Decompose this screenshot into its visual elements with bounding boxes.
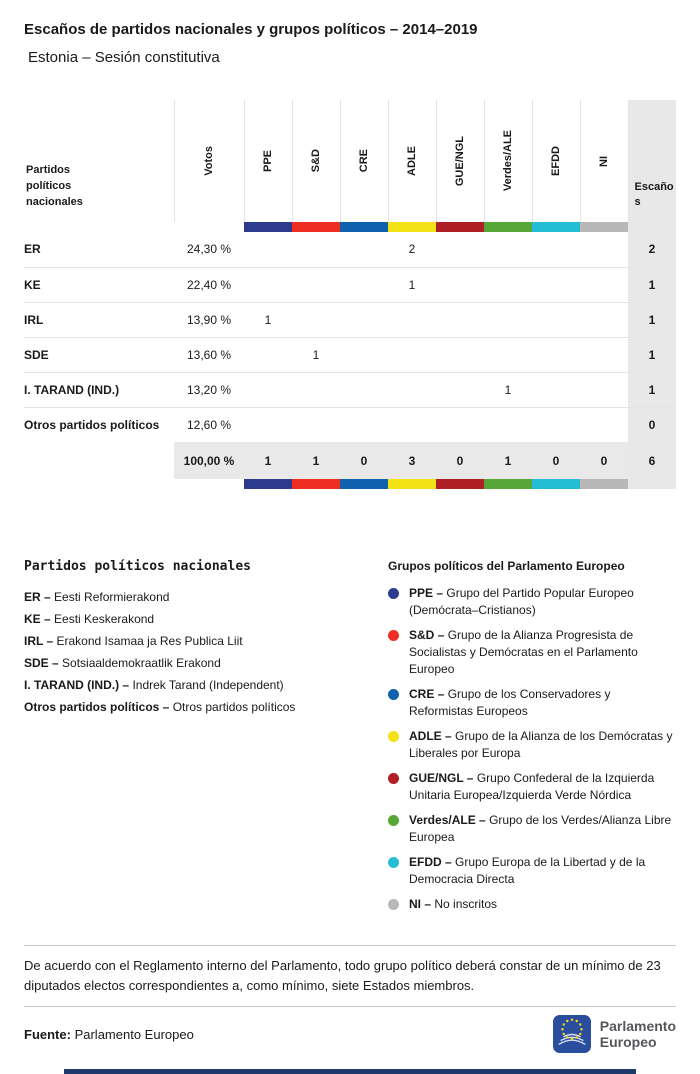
party-abbr: KE –: [24, 612, 51, 626]
votes-cell: 22,40 %: [174, 267, 244, 302]
legend-section: [24, 559, 676, 921]
political-groups-legend-title: Grupos políticos del Parlamento Europeo: [388, 559, 625, 573]
group-abbr: Verdes/ALE –: [409, 813, 486, 827]
group-color-bar-verdes-ale: [484, 479, 532, 489]
seat-cell: [484, 302, 532, 337]
logo-wordmark: [600, 1018, 676, 1050]
page-title: Escaños de partidos nacionales y grupos políticos – 2014–2019: [24, 21, 478, 38]
table-row: [24, 267, 676, 302]
group-color-bar-ni: [580, 479, 628, 489]
seat-cell: [292, 232, 340, 267]
divider: [24, 1006, 676, 1007]
gue-ngl-header-label: GUE/NGL: [454, 135, 466, 187]
seat-cell: [388, 407, 436, 442]
group-color-dot-ni: [388, 899, 399, 910]
eu-flag-icon: [553, 1015, 591, 1053]
legend-item: [388, 812, 676, 846]
seats-total-cell: 1: [628, 302, 676, 337]
column-header-efdd: [532, 100, 580, 222]
seat-cell: [532, 302, 580, 337]
votes-cell: 13,90 %: [174, 302, 244, 337]
verdes-ale-header-label: Verdes/ALE: [502, 130, 514, 192]
group-color-bar-sd: [292, 479, 340, 489]
total-row-spacer: [24, 442, 174, 479]
seats-total-cell: 1: [628, 267, 676, 302]
group-color-bar-sd: [292, 222, 340, 232]
seat-cell: [580, 302, 628, 337]
party-name-cell: SDE: [24, 337, 174, 372]
seats-total-cell: 2: [628, 232, 676, 267]
seat-cell: [340, 232, 388, 267]
efdd-header-label: EFDD: [550, 146, 562, 176]
table-row: [24, 337, 676, 372]
ppe-header-label: PPE: [262, 149, 274, 172]
seat-cell: [340, 407, 388, 442]
group-color-dot-cre: [388, 689, 399, 700]
seat-cell: [244, 407, 292, 442]
party-full-name: Sotsiaaldemokraatlik Erakond: [62, 656, 221, 670]
group-color-bar-cre: [340, 479, 388, 489]
grand-total-cell: 6: [628, 442, 676, 479]
legend-item: [388, 896, 676, 913]
source-value: Parlamento Europeo: [74, 1026, 194, 1042]
total-seat-cell: 0: [580, 442, 628, 479]
national-parties-header-label: Partidos políticos nacionales: [26, 164, 83, 208]
national-parties-legend-title: Partidos políticos nacionales: [24, 559, 251, 574]
group-color-bar-verdes-ale: [484, 222, 532, 232]
seat-cell: [292, 372, 340, 407]
footer-accent-bar: [64, 1069, 636, 1074]
group-full-name: Grupo de los Conservadores y Reformistas Europeos: [409, 687, 611, 718]
group-full-name: Grupo Confederal de la Izquierda Unitaria Europea/Izquierda Verde Nórdica: [409, 771, 655, 802]
group-abbr: CRE –: [409, 687, 445, 701]
party-full-name: Erakond Isamaa ja Res Publica Liit: [56, 634, 243, 648]
seat-cell: 1: [292, 337, 340, 372]
seat-cell: [340, 302, 388, 337]
seat-cell: [244, 372, 292, 407]
group-full-name: Grupo del Partido Popular Europeo (Demócrata–Cristianos): [409, 586, 634, 617]
seat-cell: 1: [244, 302, 292, 337]
group-full-name: Grupo Europa de la Libertad y de la Democracia Directa: [409, 855, 646, 886]
legend-item: [388, 627, 676, 678]
table-row: [24, 372, 676, 407]
party-name-cell: I. TARAND (IND.): [24, 372, 174, 407]
group-full-name: Grupo de los Verdes/Alianza Libre Europea: [409, 813, 672, 844]
seats-total-cell: 1: [628, 372, 676, 407]
group-color-bar-efdd: [532, 479, 580, 489]
seat-cell: [532, 407, 580, 442]
bar-row-spacer: [24, 222, 244, 232]
legend-item: [24, 652, 366, 674]
party-abbr: SDE –: [24, 656, 59, 670]
legend-item: [24, 608, 366, 630]
seat-cell: [292, 407, 340, 442]
group-abbr: S&D –: [409, 628, 445, 642]
party-name-cell: IRL: [24, 302, 174, 337]
seats-total-cell: 0: [628, 407, 676, 442]
votes-cell: 12,60 %: [174, 407, 244, 442]
group-color-dot-gue-ngl: [388, 773, 399, 784]
group-color-bar-efdd: [532, 222, 580, 232]
total-seat-cell: 0: [436, 442, 484, 479]
party-abbr: IRL –: [24, 634, 54, 648]
seat-cell: [244, 337, 292, 372]
party-full-name: Otros partidos políticos: [172, 700, 296, 714]
seat-cell: [388, 337, 436, 372]
votes-cell: 13,60 %: [174, 337, 244, 372]
sd-header-label: S&D: [310, 149, 322, 173]
total-seat-cell: 1: [244, 442, 292, 479]
seat-cell: [388, 372, 436, 407]
seats-table: [24, 100, 676, 489]
seat-cell: [532, 267, 580, 302]
legend-item: [388, 728, 676, 762]
seat-cell: [436, 267, 484, 302]
column-header-adle: [388, 100, 436, 222]
page-subtitle: Estonia – Sesión constitutiva: [28, 49, 220, 66]
party-abbr: ER –: [24, 590, 51, 604]
logo-word-1: Parlamento: [599, 1018, 676, 1034]
group-full-name: No inscritos: [434, 897, 498, 911]
logo-word-2: Europeo: [599, 1034, 657, 1050]
seat-cell: [532, 372, 580, 407]
seat-cell: [580, 232, 628, 267]
political-groups-legend: [388, 559, 676, 921]
footnote-text: De acuerdo con el Reglamento interno del Parlamento, todo grupo político deberá constar de un mínimo de 23 diputados electos correspondientes a, como mínimo, siete Estados miembros.: [24, 958, 661, 993]
seats-total-cell: 1: [628, 337, 676, 372]
seat-cell: [484, 232, 532, 267]
seat-cell: [532, 232, 580, 267]
legend-item: [388, 770, 676, 804]
column-header-ppe: [244, 100, 292, 222]
group-full-name: Grupo de la Alianza de los Demócratas y Liberales por Europa: [409, 729, 673, 760]
seat-cell: 1: [484, 372, 532, 407]
seat-cell: [580, 267, 628, 302]
group-color-bar-adle: [388, 479, 436, 489]
legend-item: [388, 854, 676, 888]
votes-header-label: Votos: [203, 146, 215, 176]
total-seat-cell: 0: [532, 442, 580, 479]
column-header-sd: [292, 100, 340, 222]
seat-cell: [580, 337, 628, 372]
group-abbr: EFDD –: [409, 855, 452, 869]
national-parties-legend: [24, 559, 366, 921]
party-name-cell: Otros partidos políticos: [24, 407, 174, 442]
seat-cell: [484, 337, 532, 372]
group-color-bar-ni: [580, 222, 628, 232]
group-abbr: PPE –: [409, 586, 444, 600]
group-color-bar-gue-ngl: [436, 222, 484, 232]
group-color-bar-cre: [340, 222, 388, 232]
adle-header-label: ADLE: [406, 146, 418, 176]
table-header-row: [24, 100, 676, 222]
group-abbr: GUE/NGL –: [409, 771, 474, 785]
group-color-bar-row-bottom: [24, 479, 676, 489]
group-color-bar-adle: [388, 222, 436, 232]
seat-cell: 1: [388, 267, 436, 302]
legend-item: [24, 696, 366, 718]
footer-section: [24, 1015, 676, 1053]
column-header-ni: [580, 100, 628, 222]
group-full-name: Grupo de la Alianza Progresista de Socialistas y Demócratas en el Parlamento Europeo: [409, 628, 638, 676]
cre-header-label: CRE: [358, 149, 370, 173]
seat-cell: [244, 267, 292, 302]
party-abbr: Otros partidos políticos –: [24, 700, 170, 714]
column-header-cre: [340, 100, 388, 222]
total-seat-cell: 1: [292, 442, 340, 479]
table-row: [24, 232, 676, 267]
column-header-gue-ngl: [436, 100, 484, 222]
source-line: [24, 1027, 194, 1042]
total-votes-cell: 100,00 %: [174, 442, 244, 479]
seat-cell: 2: [408, 242, 416, 257]
party-full-name: Eesti Reformierakond: [54, 590, 170, 604]
party-full-name: Indrek Tarand (Independent): [132, 678, 284, 692]
legend-item: [388, 585, 676, 619]
seat-cell: [436, 407, 484, 442]
party-name-cell: KE: [24, 267, 174, 302]
seat-cell: [580, 407, 628, 442]
seats-header-label: Escaños: [634, 181, 674, 208]
ni-header-label: NI: [598, 155, 610, 167]
seat-cell: [340, 372, 388, 407]
group-color-bar-ppe: [244, 479, 292, 489]
column-header-verdes-ale: [484, 100, 532, 222]
group-color-bar-row-top: [24, 222, 676, 232]
column-header-votes: [174, 100, 244, 222]
seat-cell: [532, 337, 580, 372]
seat-cell: [580, 372, 628, 407]
total-seat-cell: 1: [484, 442, 532, 479]
seats-column-filler: [628, 222, 676, 232]
legend-item: [388, 686, 676, 720]
total-seat-cell: 0: [340, 442, 388, 479]
group-color-dot-ppe: [388, 588, 399, 599]
seat-cell: [292, 267, 340, 302]
source-label: Fuente:: [24, 1026, 71, 1042]
seat-cell: [340, 337, 388, 372]
seat-cell: [292, 302, 340, 337]
legend-item: [24, 674, 366, 696]
group-abbr: NI –: [409, 897, 432, 911]
table-total-row: [24, 442, 676, 479]
seat-cell: [436, 232, 484, 267]
group-color-dot-verdes-ale: [388, 815, 399, 826]
table-row: [24, 407, 676, 442]
column-header-national-parties: [24, 100, 174, 222]
group-color-dot-sd: [388, 630, 399, 641]
legend-item: [24, 630, 366, 652]
group-color-bar-gue-ngl: [436, 479, 484, 489]
seat-cell: [484, 267, 532, 302]
seat-cell: [436, 337, 484, 372]
group-abbr: ADLE –: [409, 729, 452, 743]
seat-cell: [436, 302, 484, 337]
group-color-bar-ppe: [244, 222, 292, 232]
bar-row-spacer: [24, 479, 244, 489]
party-full-name: Eesti Keskerakond: [54, 612, 155, 626]
divider: [24, 945, 676, 946]
table-row: [24, 302, 676, 337]
european-parliament-logo: [553, 1015, 676, 1053]
votes-cell: 24,30 %: [186, 242, 232, 257]
seat-cell: [388, 302, 436, 337]
seat-cell: [340, 267, 388, 302]
party-name-cell: ER: [24, 242, 41, 257]
group-color-dot-adle: [388, 731, 399, 742]
seat-cell: [244, 232, 292, 267]
seat-cell: [436, 372, 484, 407]
votes-cell: 13,20 %: [174, 372, 244, 407]
group-color-dot-efdd: [388, 857, 399, 868]
total-seat-cell: 3: [388, 442, 436, 479]
seat-cell: [484, 407, 532, 442]
seats-column-filler: [628, 479, 676, 489]
party-abbr: I. TARAND (IND.) –: [24, 678, 130, 692]
legend-item: [24, 586, 366, 608]
column-header-seats: [628, 100, 676, 222]
